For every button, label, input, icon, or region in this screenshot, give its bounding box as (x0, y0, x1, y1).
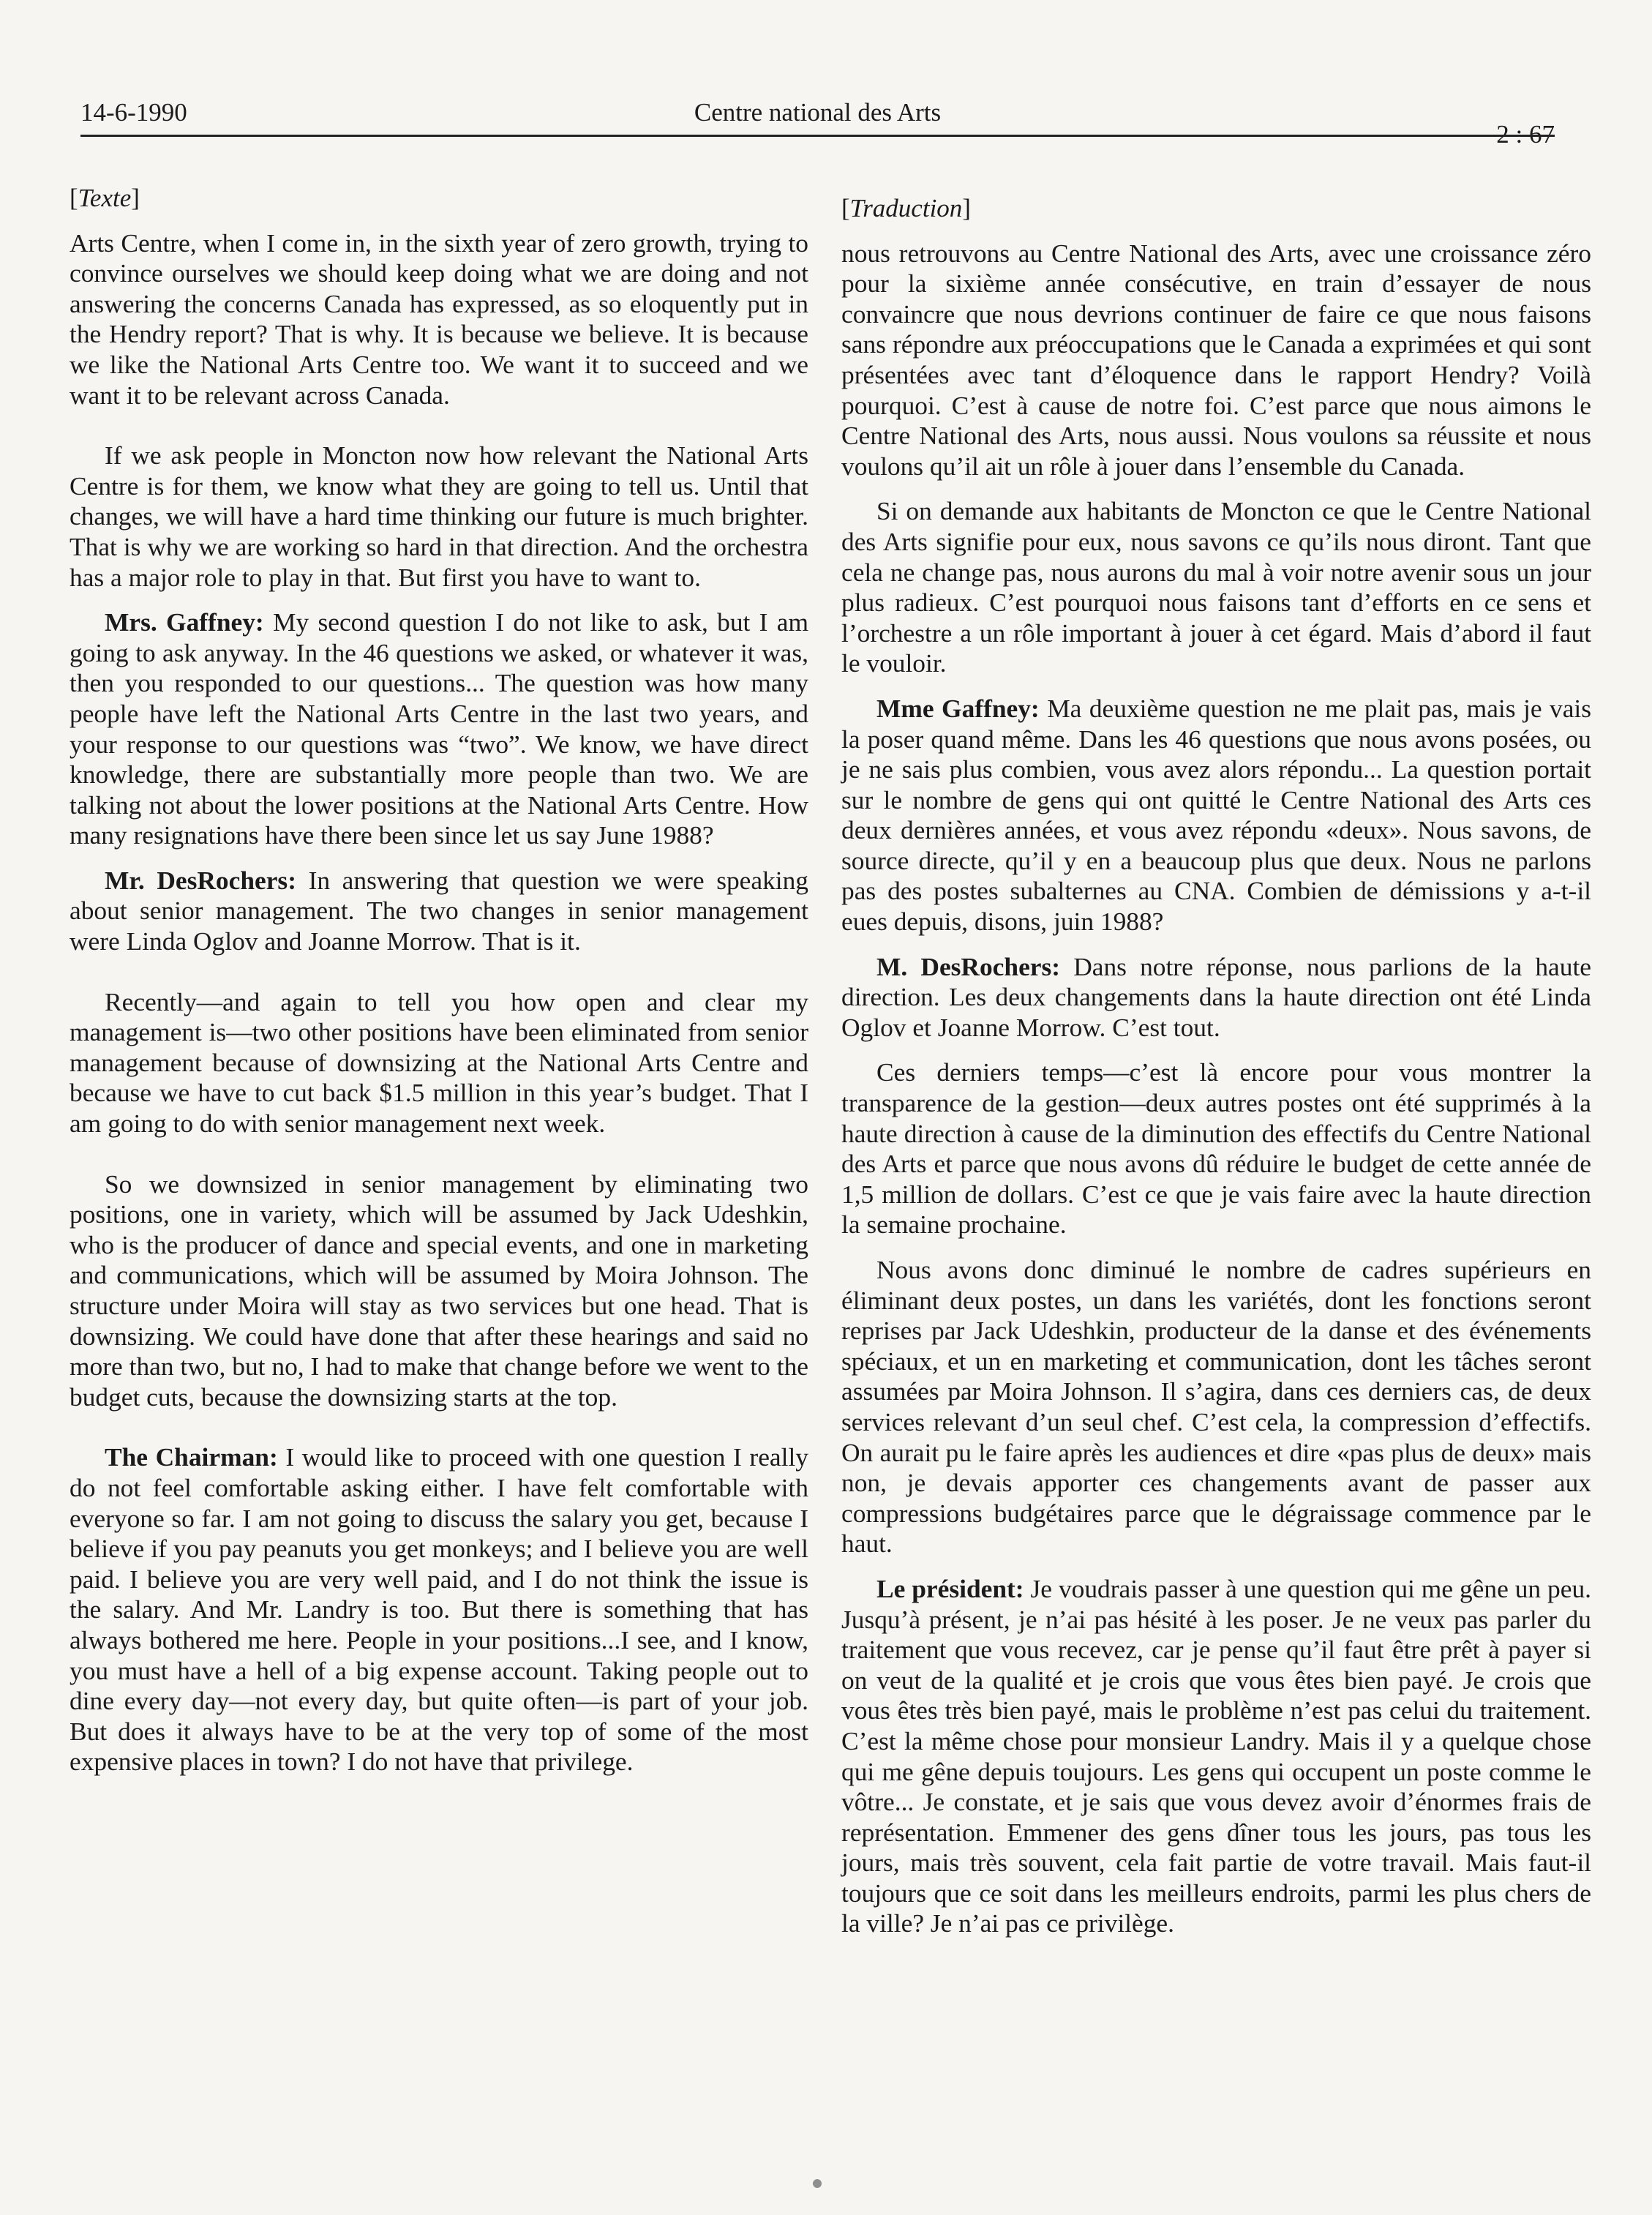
paragraph (70, 987, 808, 1139)
paragraph-text: My second question I do not like to ask, but I am going to ask anyway. In the 46 questions we asked, or whatever it was, then you responded to our questions... The question was how many people have left the National Arts Centre in the last two years, and your response to our questions was “two”. We know, we have direct knowledge, there are substantially more people than two. We are talking not about the lower positions at the National Arts Centre. How many resignations have there been since let us say June 1988? (70, 607, 808, 850)
paragraph-text: Ma deuxième question ne me plait pas, mais je vais la poser quand même. Dans les 46 questions que nous avons posées, ou je ne sais plus combien, vous avez alors répondu... La question portait sur le nombre de gens qui ont quitté le Centre National des Arts ces deux dernières années, et vous avez répondu «deux». Nous savons, de source directe, qu’il y en a beaucoup plus que deux. Nous ne parlons pas des postes subalternes au CNA. Combien de démissions y a-t-il eues depuis, disons, juin 1988? (841, 693, 1592, 937)
column-tag-text: Texte (78, 184, 132, 212)
page-header (80, 94, 1555, 152)
paragraph-text: Recently—and again to tell you how open and clear my management is—two other positions have been eliminated from senior management because of downsizing at the National Arts Centre and because we have to cut back $1.5 million in this year’s budget. That I am going to do with senior management next week. (70, 986, 808, 1139)
paragraph-text: Arts Centre, when I come in, in the sixth year of zero growth, trying to convince ourselves we should keep doing what we are doing and not answering the concerns Canada has expressed, as so eloquently put in the Hendry report? That is why. It is because we believe. It is because we like the National Arts Centre too. We want it to succeed and we want it to be relevant across Canada. (70, 228, 808, 410)
speaker-name: The Chairman: (105, 1442, 278, 1472)
header-title: Centre national des Arts (694, 98, 942, 127)
paragraph-text: Si on demande aux habitants de Moncton ce que le Centre National des Arts signifie pour eux, nous savons ce qu’ils nous diront. Tant que cela ne change pas, nous aurons du mal à voir notre avenir sous un jour plus radieux. C’est pourquoi nous faisons tant d’efforts en ce sens et l’orchestre a un rôle important à jouer à cet égard. Mais d’abord il faut le vouloir. (841, 496, 1591, 678)
paragraph-text: In answering that question we were speaking about senior management. The two changes in senior management were Linda Oglov and Joanne Morrow. That is it. (70, 865, 808, 956)
paragraph (841, 1255, 1591, 1559)
paragraph (841, 496, 1591, 679)
left-column (70, 183, 808, 1777)
paragraph (70, 1442, 808, 1777)
header-date: 14-6-1990 (80, 98, 187, 127)
speaker-name: Le président: (876, 1573, 1024, 1603)
paragraph-text: Ces derniers temps—c’est là encore pour vous montrer la transparence de la gestion—deux autres postes ont été supprimés à la haute direction à cause de la diminution des effectifs du Centre National des Arts et parce que nous avons dû réduire le budget de cette année de 1,5 million de dollars. C’est ce que je vais faire avec la haute direction la semaine prochaine. (841, 1057, 1591, 1240)
column-tag: [Texte] (70, 184, 140, 212)
paragraph-text: So we downsized in senior management by eliminating two positions, one in variety, which will be assumed by Jack Udeshkin, who is the producer of dance and special events, and one in marketing and communications, which will be assumed by Moira Johnson. The structure under Moira will stay as two services but one head. That is downsizing. We could have done that after these hearings and said no more than two, but no, I had to make that change before we went to the budget cuts, because the downsizing starts at the top. (70, 1169, 808, 1412)
paragraph (70, 1169, 808, 1413)
paragraph (70, 607, 808, 851)
speaker-name: Mr. DesRochers: (105, 865, 296, 895)
paragraph-text: If we ask people in Moncton now how relevant the National Arts Centre is for them, we know what they are going to tell us. Until that changes, we will have a hard time thinking our future is much brighter. That is why we are working so hard in that direction. And the orchestra has a major role to play in that. But first you have to want to. (70, 441, 808, 592)
paragraph-text: Nous avons donc diminué le nombre de cadres supérieurs en éliminant deux postes, un dans les variétés, dont les fonctions seront reprises par Jack Udeshkin, producteur de la danse et des événements spéciaux, et un en marketing et communication, dont les tâches seront assumées par Moira Johnson. Il s’agira, dans ces derniers cas, de deux services relevant d’un seul chef. C’est cela, la compression d’effectifs. On aurait pu le faire après les audiences et dire «pas plus de deux» mais non, je devais apporter ces changements avant de passer aux compressions budgétaires parce que le dégraissage commence par le haut. (841, 1255, 1591, 1559)
paragraph (841, 239, 1591, 482)
paragraph-text: Dans notre réponse, nous parlions de la haute direction. Les deux changements dans la haute direction ont été Linda Oglov et Joanne Morrow. C’est tout. (841, 951, 1591, 1042)
paragraph (841, 952, 1591, 1043)
right-column (841, 193, 1591, 1939)
paragraph (70, 228, 808, 411)
speaker-name: Mme Gaffney: (876, 693, 1040, 723)
speaker-name: M. DesRochers: (876, 951, 1061, 981)
column-tag-text: Traduction (849, 194, 963, 222)
header-page-number: 2 : 67 (1496, 120, 1555, 149)
paragraph (841, 1574, 1591, 1939)
paragraph-text: I would like to proceed with one question I really do not feel comfortable asking either. I have felt comfortable with everyone so far. I am not going to discuss the salary you get, because I believe if you pay peanuts you get monkeys; and I believe you are well paid. I believe you are very well paid, and I do not think the issue is the salary. And Mr. Landry is too. But there is something that has always bothered me here. People in your positions...I see, and I know, you must have a hell of a big expense account. Taking people out to dine every day—not every day, but quite often—is part of your job. But does it always have to be at the very top of some of the most expensive places in town? I do not have that privilege. (70, 1442, 808, 1777)
header-rule (80, 135, 1555, 137)
speaker-name: Mrs. Gaffney: (105, 607, 264, 637)
paragraph (70, 441, 808, 593)
binding-hole-mark (813, 2179, 822, 2188)
column-tag: [Traduction] (841, 194, 971, 222)
paragraph-text: Je voudrais passer à une question qui me gêne un peu. Jusqu’à présent, je n’ai pas hésité à les poser. Je ne veux pas parler du traitement que vous recevez, car je pense qu’il faut être prêt à payer si on veut de la qualité et je crois que vous êtes bien payé. Je crois que vous êtes très bien payé, mais le problème n’est pas celui du traitement. C’est la même chose pour monsieur Landry. Mais il y a quelque chose qui me gêne depuis toujours. Les gens qui occupent un poste comme le vôtre... Je constate, et je sais que vous devez avoir d’énormes frais de représentation. Emmener des gens dîner tous les jours, pas tous les jours, mais très souvent, cela fait partie de votre travail. Mais faut-il toujours que ce soit dans les meilleurs endroits, parmi les plus chers de la ville? Je n’ai pas ce privilège. (841, 1573, 1591, 1938)
paragraph (70, 866, 808, 957)
paragraph (841, 1057, 1591, 1240)
paragraph (841, 694, 1591, 937)
paragraph-text: nous retrouvons au Centre National des Arts, avec une croissance zéro pour la sixième année consécutive, en train d’essayer de nous convaincre que nous devrions continuer de faire ce que nous faisons sans répondre aux préoccupations que le Canada a exprimées et qui sont présentées avec tant d’éloquence dans le rapport Hendry? Voilà pourquoi. C’est à cause de notre foi. C’est parce que nous aimons le Centre National des Arts, nous aussi. Nous voulons sa réussite et nous voulons qu’il ait un rôle à jouer dans l’ensemble du Canada. (841, 238, 1591, 481)
